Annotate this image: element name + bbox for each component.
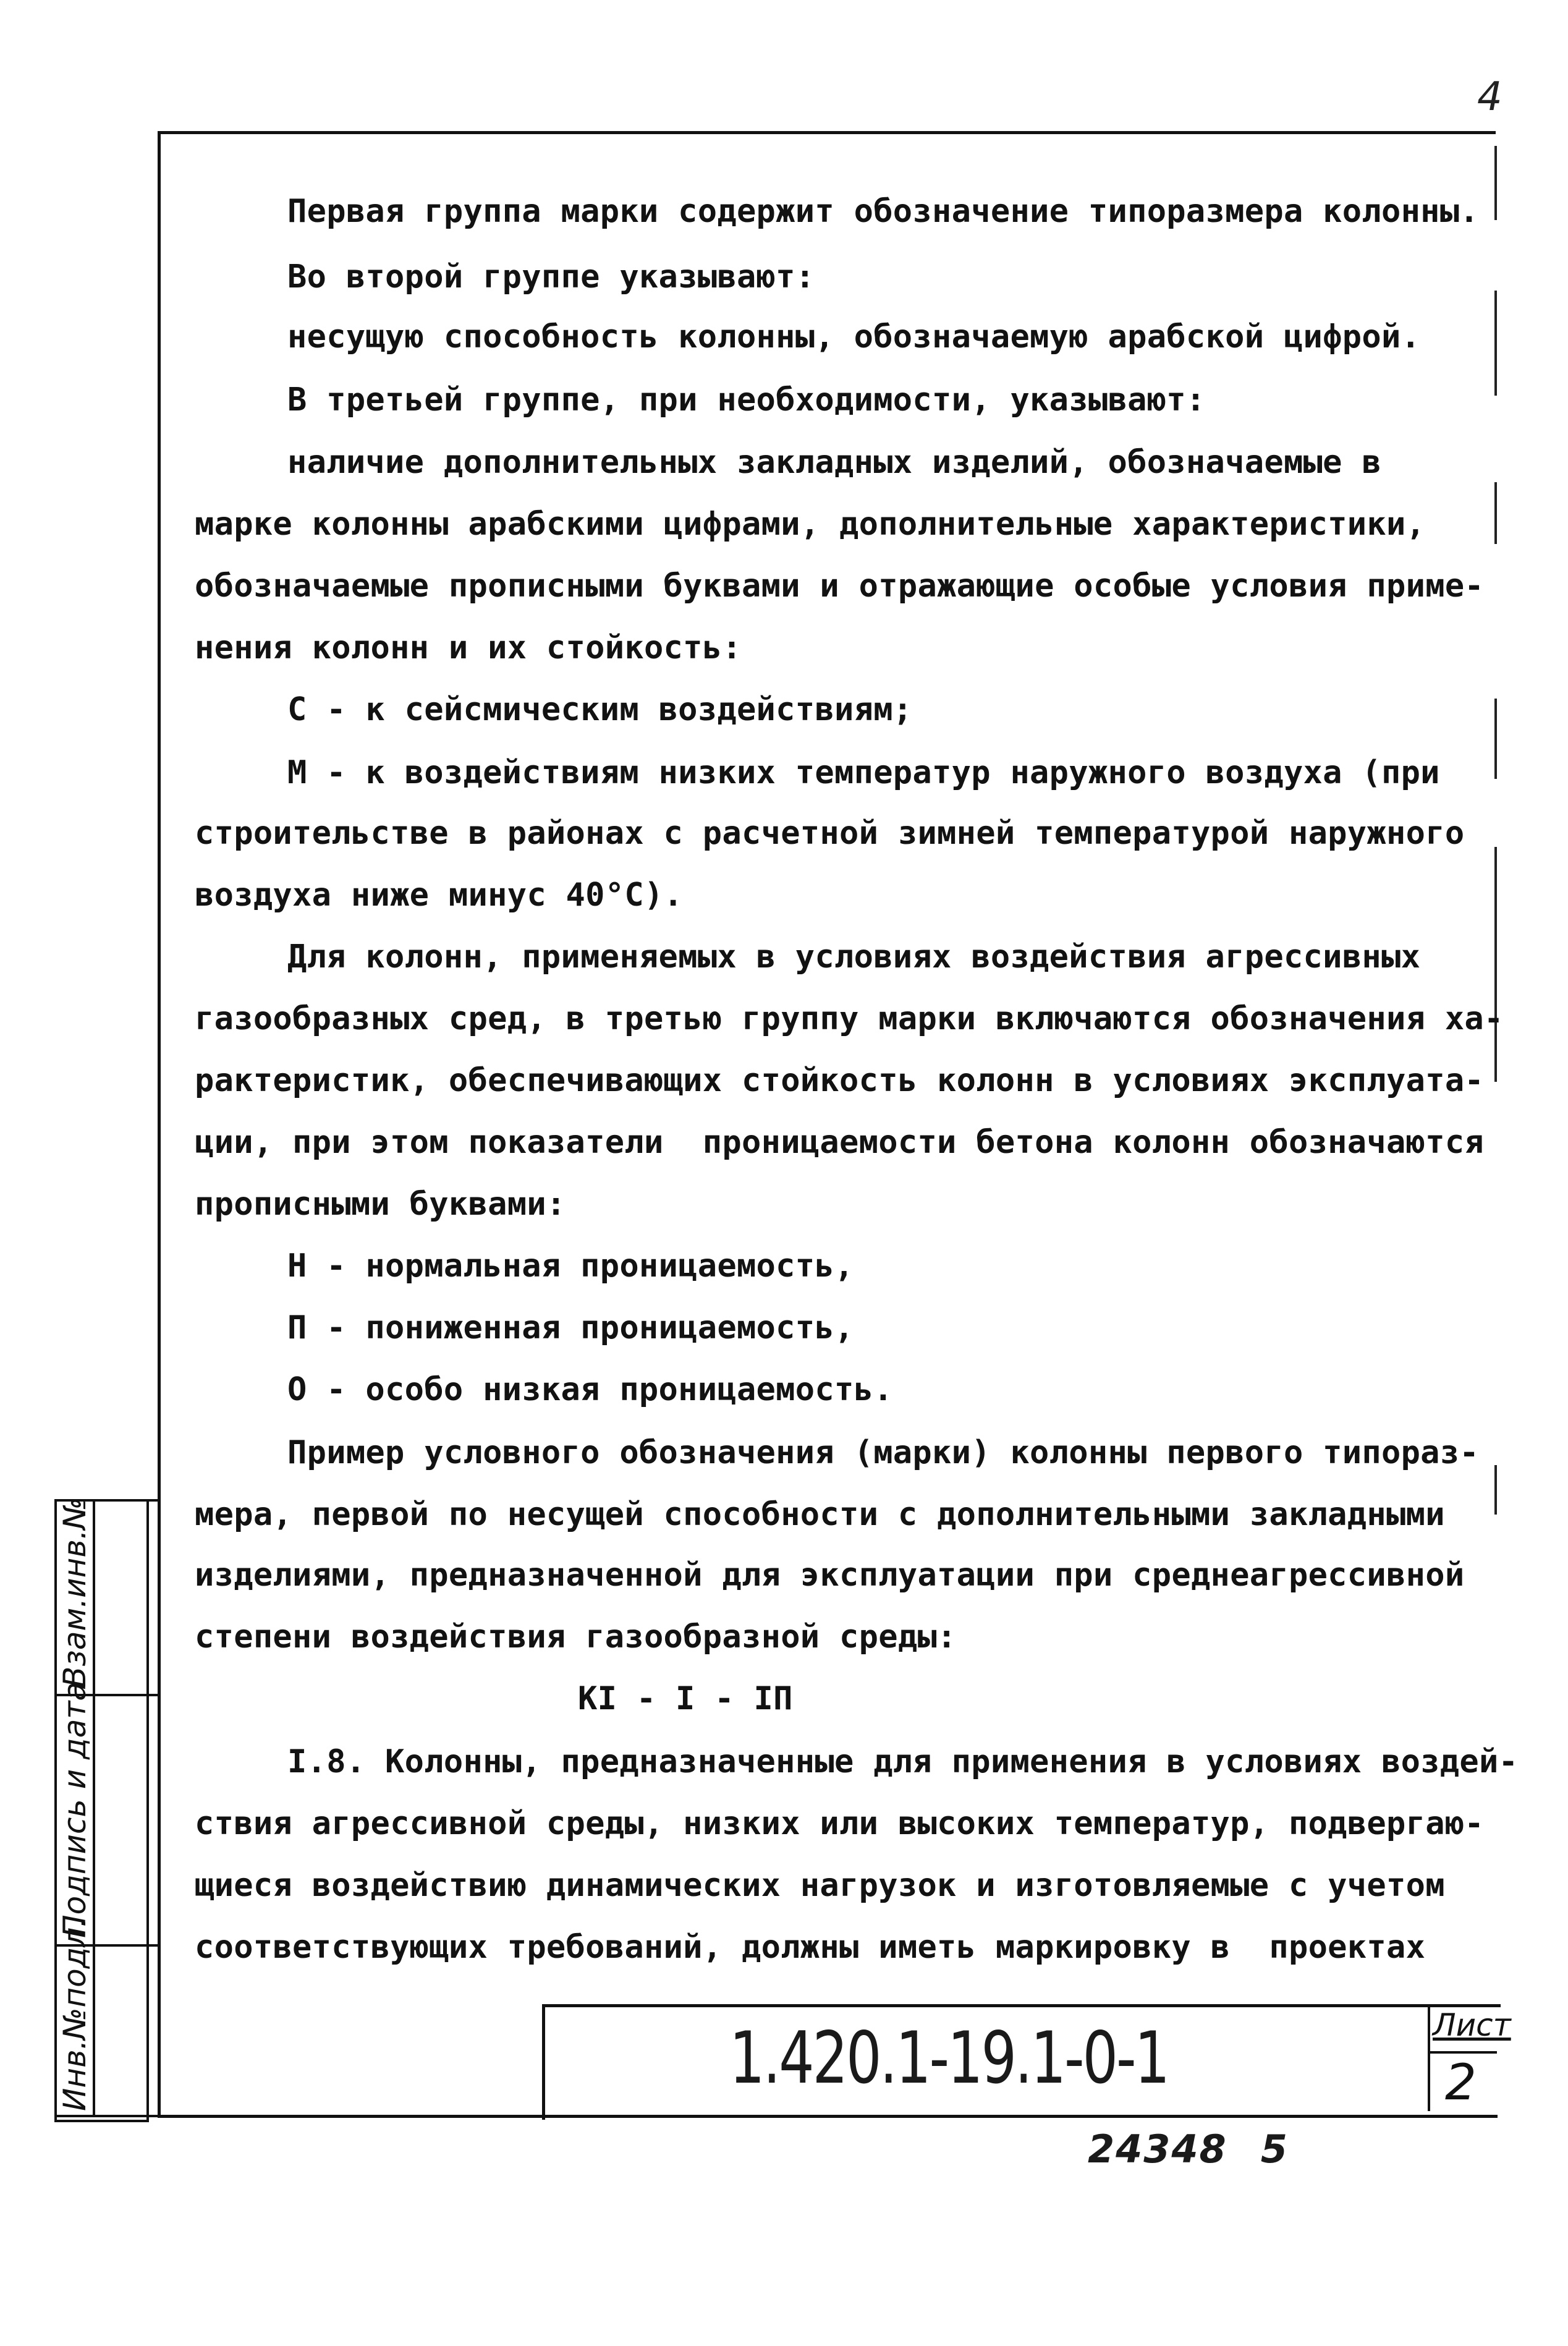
frame-left-line	[158, 131, 161, 2118]
text-line: В третьей группе, при необходимости, указывают:	[287, 381, 1206, 419]
document-code: 1.420.1-19.1-0-1	[729, 2017, 1168, 2100]
text-line: несущую способность колонны, обозначаемую арабской цифрой.	[287, 318, 1421, 355]
text-line: щиеся воздействию динамических нагрузок и изготовляемые с учетом	[195, 1867, 1445, 1904]
text-line: П - пониженная проницаемость,	[287, 1309, 854, 1346]
text-line: О - особо низкая проницаемость.	[287, 1371, 893, 1408]
sheet-label: Лист	[1433, 2007, 1511, 2043]
sheet-number: 2	[1445, 2054, 1477, 2111]
frame-right-edge	[1494, 699, 1497, 779]
text-line: ции, при этом показатели проницаемости бетона колонн обозначаются	[195, 1124, 1485, 1161]
frame-right-edge	[1494, 847, 1497, 1082]
side-stamp-replace-label: Взам.инв.№	[57, 1497, 93, 1688]
side-stamp-signature-label: Подпись и дата	[57, 1681, 93, 1938]
text-line: Пример условного обозначения (марки) колонны первого типораз-	[287, 1434, 1480, 1471]
page-number: 4	[1477, 74, 1502, 120]
text-line: I.8. Колонны, предназначенные для применения в условиях воздей-	[287, 1743, 1519, 1780]
frame-right-edge	[1494, 146, 1497, 220]
side-stamp-separator	[54, 2115, 158, 2117]
text-line: нения колонн и их стойкость:	[195, 629, 742, 666]
text-line: изделиями, предназначенной для эксплуатации при среднеагрессивной	[195, 1557, 1465, 1594]
text-line: степени воздействия газообразной среды:	[195, 1618, 957, 1655]
text-line: обозначаемые прописными буквами и отражающие особые условия приме-	[195, 567, 1485, 605]
archive-number	[1088, 2127, 1289, 2172]
text-line: Н - нормальная проницаемость,	[287, 1247, 854, 1285]
text-line: воздуха ниже минус 40°С).	[195, 877, 684, 914]
frame-right-edge	[1494, 1465, 1497, 1515]
archive-number-main: 24348	[1088, 2127, 1227, 2172]
text-line: наличие дополнительных закладных изделий, обозначаемые в	[287, 444, 1381, 481]
text-line: марке колонны арабскими цифрами, дополнительные характеристики,	[195, 506, 1426, 543]
text-line: рактеристик, обеспечивающих стойкость колонн в условиях эксплуата-	[195, 1062, 1485, 1099]
text-line: Во второй группе указывают:	[287, 258, 815, 295]
text-line: мера, первой по несущей способности с дополнительными закладными	[195, 1496, 1445, 1533]
text-line: Первая группа марки содержит обозначение типоразмера колонны.	[287, 193, 1480, 230]
text-line: Для колонн, применяемых в условиях воздействия агрессивных	[287, 938, 1421, 975]
text-line: газообразных сред, в третью группу марки включаются обозначения ха-	[195, 1000, 1504, 1037]
frame-right-edge	[1494, 482, 1497, 544]
side-stamp-inventory-label: Инв.№подл.	[57, 1917, 93, 2111]
archive-copy-number: 5	[1260, 2127, 1289, 2172]
text-line: М - к воздействиям низких температур наружного воздуха (при	[287, 754, 1440, 791]
mark-example: КI - I - IП	[578, 1680, 793, 1717]
frame-right-edge	[1494, 291, 1497, 396]
frame-top-line	[159, 131, 1496, 134]
text-line: соответствующих требований, должны иметь маркировку в проектах	[195, 1929, 1426, 1966]
side-stamp-divider	[93, 1499, 95, 2117]
text-line: строительстве в районах с расчетной зимней температурой наружного	[195, 815, 1465, 852]
text-line: прописными буквами:	[195, 1186, 566, 1223]
text-line: ствия агрессивной среды, низких или высоких температур, подвергаю-	[195, 1805, 1485, 1842]
text-line: С - к сейсмическим воздействиям;	[287, 691, 913, 728]
